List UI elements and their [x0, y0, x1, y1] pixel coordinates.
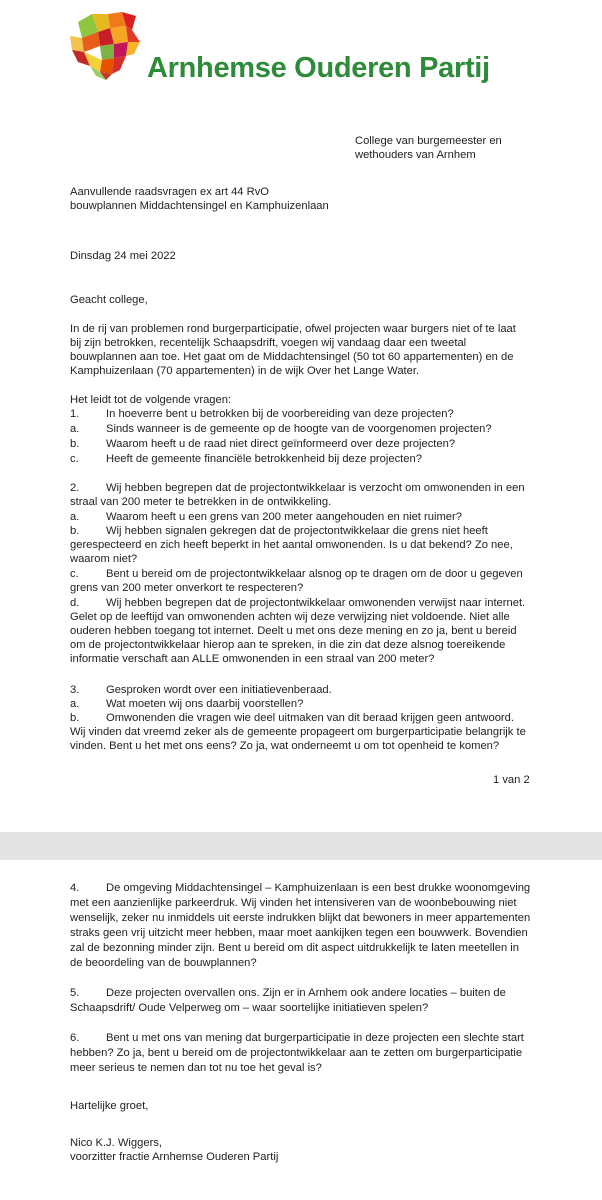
question-number: 5. — [70, 987, 80, 999]
question-number: d. — [70, 597, 80, 609]
heart-mosaic-icon — [70, 12, 150, 82]
intro-line: Kamphuizenlaan (70 appartementen) in de wijk Over het Lange Water. — [70, 365, 420, 377]
signature-name: Nico K.J. Wiggers, — [70, 1137, 163, 1149]
question-text: wenselijk, zeker nu inmiddels uit eerste indrukken blijkt dat bewoners in meer appartementen — [70, 912, 531, 924]
closing: Hartelijke groet, — [70, 1100, 149, 1112]
question-text: Bent u met ons van mening dat burgerparticipatie in deze projecten een slechte start — [106, 1032, 524, 1044]
letter-page-2 — [0, 860, 602, 1200]
question-number: 3. — [70, 684, 80, 696]
question-text: Omwonenden die vragen wie deel uitmaken van dit beraad krijgen geen antwoord. — [106, 712, 514, 724]
question-text: hebben? Zo ja, bent u bereid om de projectontwikkelaar aan te zetten om burgerparticipatie — [70, 1047, 523, 1059]
page-number: 1 van 2 — [493, 774, 530, 786]
intro-line: bouwplannen aan toe. Het gaat om de Middachtensingel (50 tot 60 appartementen) en de — [70, 351, 514, 363]
question-text: Schaapsdrift/ Oude Velperweg om – waar soortelijke initiatieven spelen? — [70, 1002, 429, 1014]
intro-line: bij zijn betrokken, recentelijk Schaapsdrift, voegen wij vandaag daar een tweetal — [70, 337, 467, 349]
addressee-line-1: College van burgemeester en — [355, 135, 502, 147]
question-text: de beoordeling van de bouwplannen? — [70, 957, 257, 969]
question-text: De omgeving Middachtensingel – Kamphuizenlaan is een best drukke woonomgeving — [106, 882, 531, 894]
question-number: b. — [70, 712, 80, 724]
party-logo — [70, 12, 530, 92]
question-number: a. — [70, 423, 80, 435]
question-text: Wij hebben begrepen dat de projectontwikkelaar is verzocht om omwonenden in een — [106, 482, 525, 494]
question-number: b. — [70, 525, 80, 537]
question-text: informatie verschaft aan ALLE omwonenden in een straal van 200 meter? — [70, 653, 435, 665]
question-text: om de projectontwikkelaar hierop aan te spreken, in die zin dat deze alsnog toereikende — [70, 639, 506, 651]
subject-line-1: Aanvullende raadsvragen ex art 44 RvO — [70, 186, 270, 198]
question-number: a. — [70, 511, 80, 523]
question-number: a. — [70, 698, 80, 710]
addressee-line-2: wethouders van Arnhem — [355, 149, 476, 161]
question-text: Wij hebben signalen gekregen dat de projectontwikkelaar die grens niet heeft — [106, 525, 488, 537]
question-text: straks geen vrij uitzicht meer hebben, maar moet aankijken tegen een bouwwerk. Bovendien — [70, 927, 528, 939]
question-number: b. — [70, 438, 80, 450]
question-text: ouderen hebben toegang tot internet. Deelt u met ons deze mening en zo ja, bent u bereid — [70, 625, 517, 637]
intro-line: In de rij van problemen rond burgerparticipatie, ofwel projecten waar burgers niet of te laat — [70, 323, 516, 335]
salutation: Geacht college, — [70, 294, 148, 306]
question-text: Heeft de gemeente financiële betrokkenheid bij deze projecten? — [106, 453, 422, 465]
question-text: straal van 200 meter te betrekken in de ontwikkeling. — [70, 496, 332, 508]
question-text: meer serieus te nemen dan tot nu toe het geval is? — [70, 1062, 322, 1074]
question-text: Gelet op de leeftijd van omwonenden achten wij deze verwijzing niet voldoende. Niet alle — [70, 611, 510, 623]
question-number: 4. — [70, 882, 80, 894]
party-name-wordmark: Arnhemse Ouderen Partij — [147, 52, 490, 84]
question-text: In hoeverre bent u betrokken bij de voorbereiding van deze projecten? — [106, 408, 454, 420]
question-number: c. — [70, 568, 79, 580]
question-text: met een aanzienlijke parkeerdruk. Wij vinden het intensiveren van de woonbebouwing niet — [70, 897, 517, 909]
question-text: Wij vinden dat vreemd zeker als de gemeente propageert om burgerparticipatie belangrijk te — [70, 726, 526, 738]
subject-line-2: bouwplannen Middachtensingel en Kamphuizenlaan — [70, 200, 329, 212]
signature-title: voorzitter fractie Arnhemse Ouderen Partij — [70, 1151, 279, 1163]
question-text: Sinds wanneer is de gemeente op de hoogte van de voorgenomen projecten? — [106, 423, 492, 435]
question-text: Waarom heeft u de raad niet direct geïnformeerd over deze projecten? — [106, 438, 456, 450]
question-text: Gesproken wordt over een initiatievenberaad. — [106, 684, 332, 696]
question-number: 2. — [70, 482, 80, 494]
question-text: gerespecteerd en zich heeft beperkt in het aantal omwonenden. Is u dat bekend? Zo nee, — [70, 539, 513, 551]
question-text: Deze projecten overvallen ons. Zijn er in Arnhem ook andere locaties – buiten de — [106, 987, 506, 999]
question-number: 1. — [70, 408, 80, 420]
question-text: vinden. Bent u het met ons eens? Zo ja, wat onderneemt u om tot openheid te komen? — [70, 740, 500, 752]
question-text: Wat moeten wij ons daarbij voorstellen? — [106, 698, 304, 710]
question-text: Bent u bereid om de projectontwikkelaar alsnog op te dragen om de door u gegeven — [106, 568, 523, 580]
letter-date: Dinsdag 24 mei 2022 — [70, 250, 176, 262]
question-text: grens van 200 meter onverkort te respecteren? — [70, 582, 304, 594]
question-text: Waarom heeft u een grens van 200 meter aangehouden en niet ruimer? — [106, 511, 462, 523]
question-number: c. — [70, 453, 79, 465]
question-number: 6. — [70, 1032, 80, 1044]
question-text: zal de bezonning minder zijn. Bent u bereid om dit aspect uitdrukkelijk te laten meetellen in — [70, 942, 519, 954]
questions-intro: Het leidt tot de volgende vragen: — [70, 394, 232, 406]
question-text: waarom niet? — [70, 553, 138, 565]
question-text: Wij hebben begrepen dat de projectontwikkelaar omwonenden verwijst naar internet. — [106, 597, 526, 609]
